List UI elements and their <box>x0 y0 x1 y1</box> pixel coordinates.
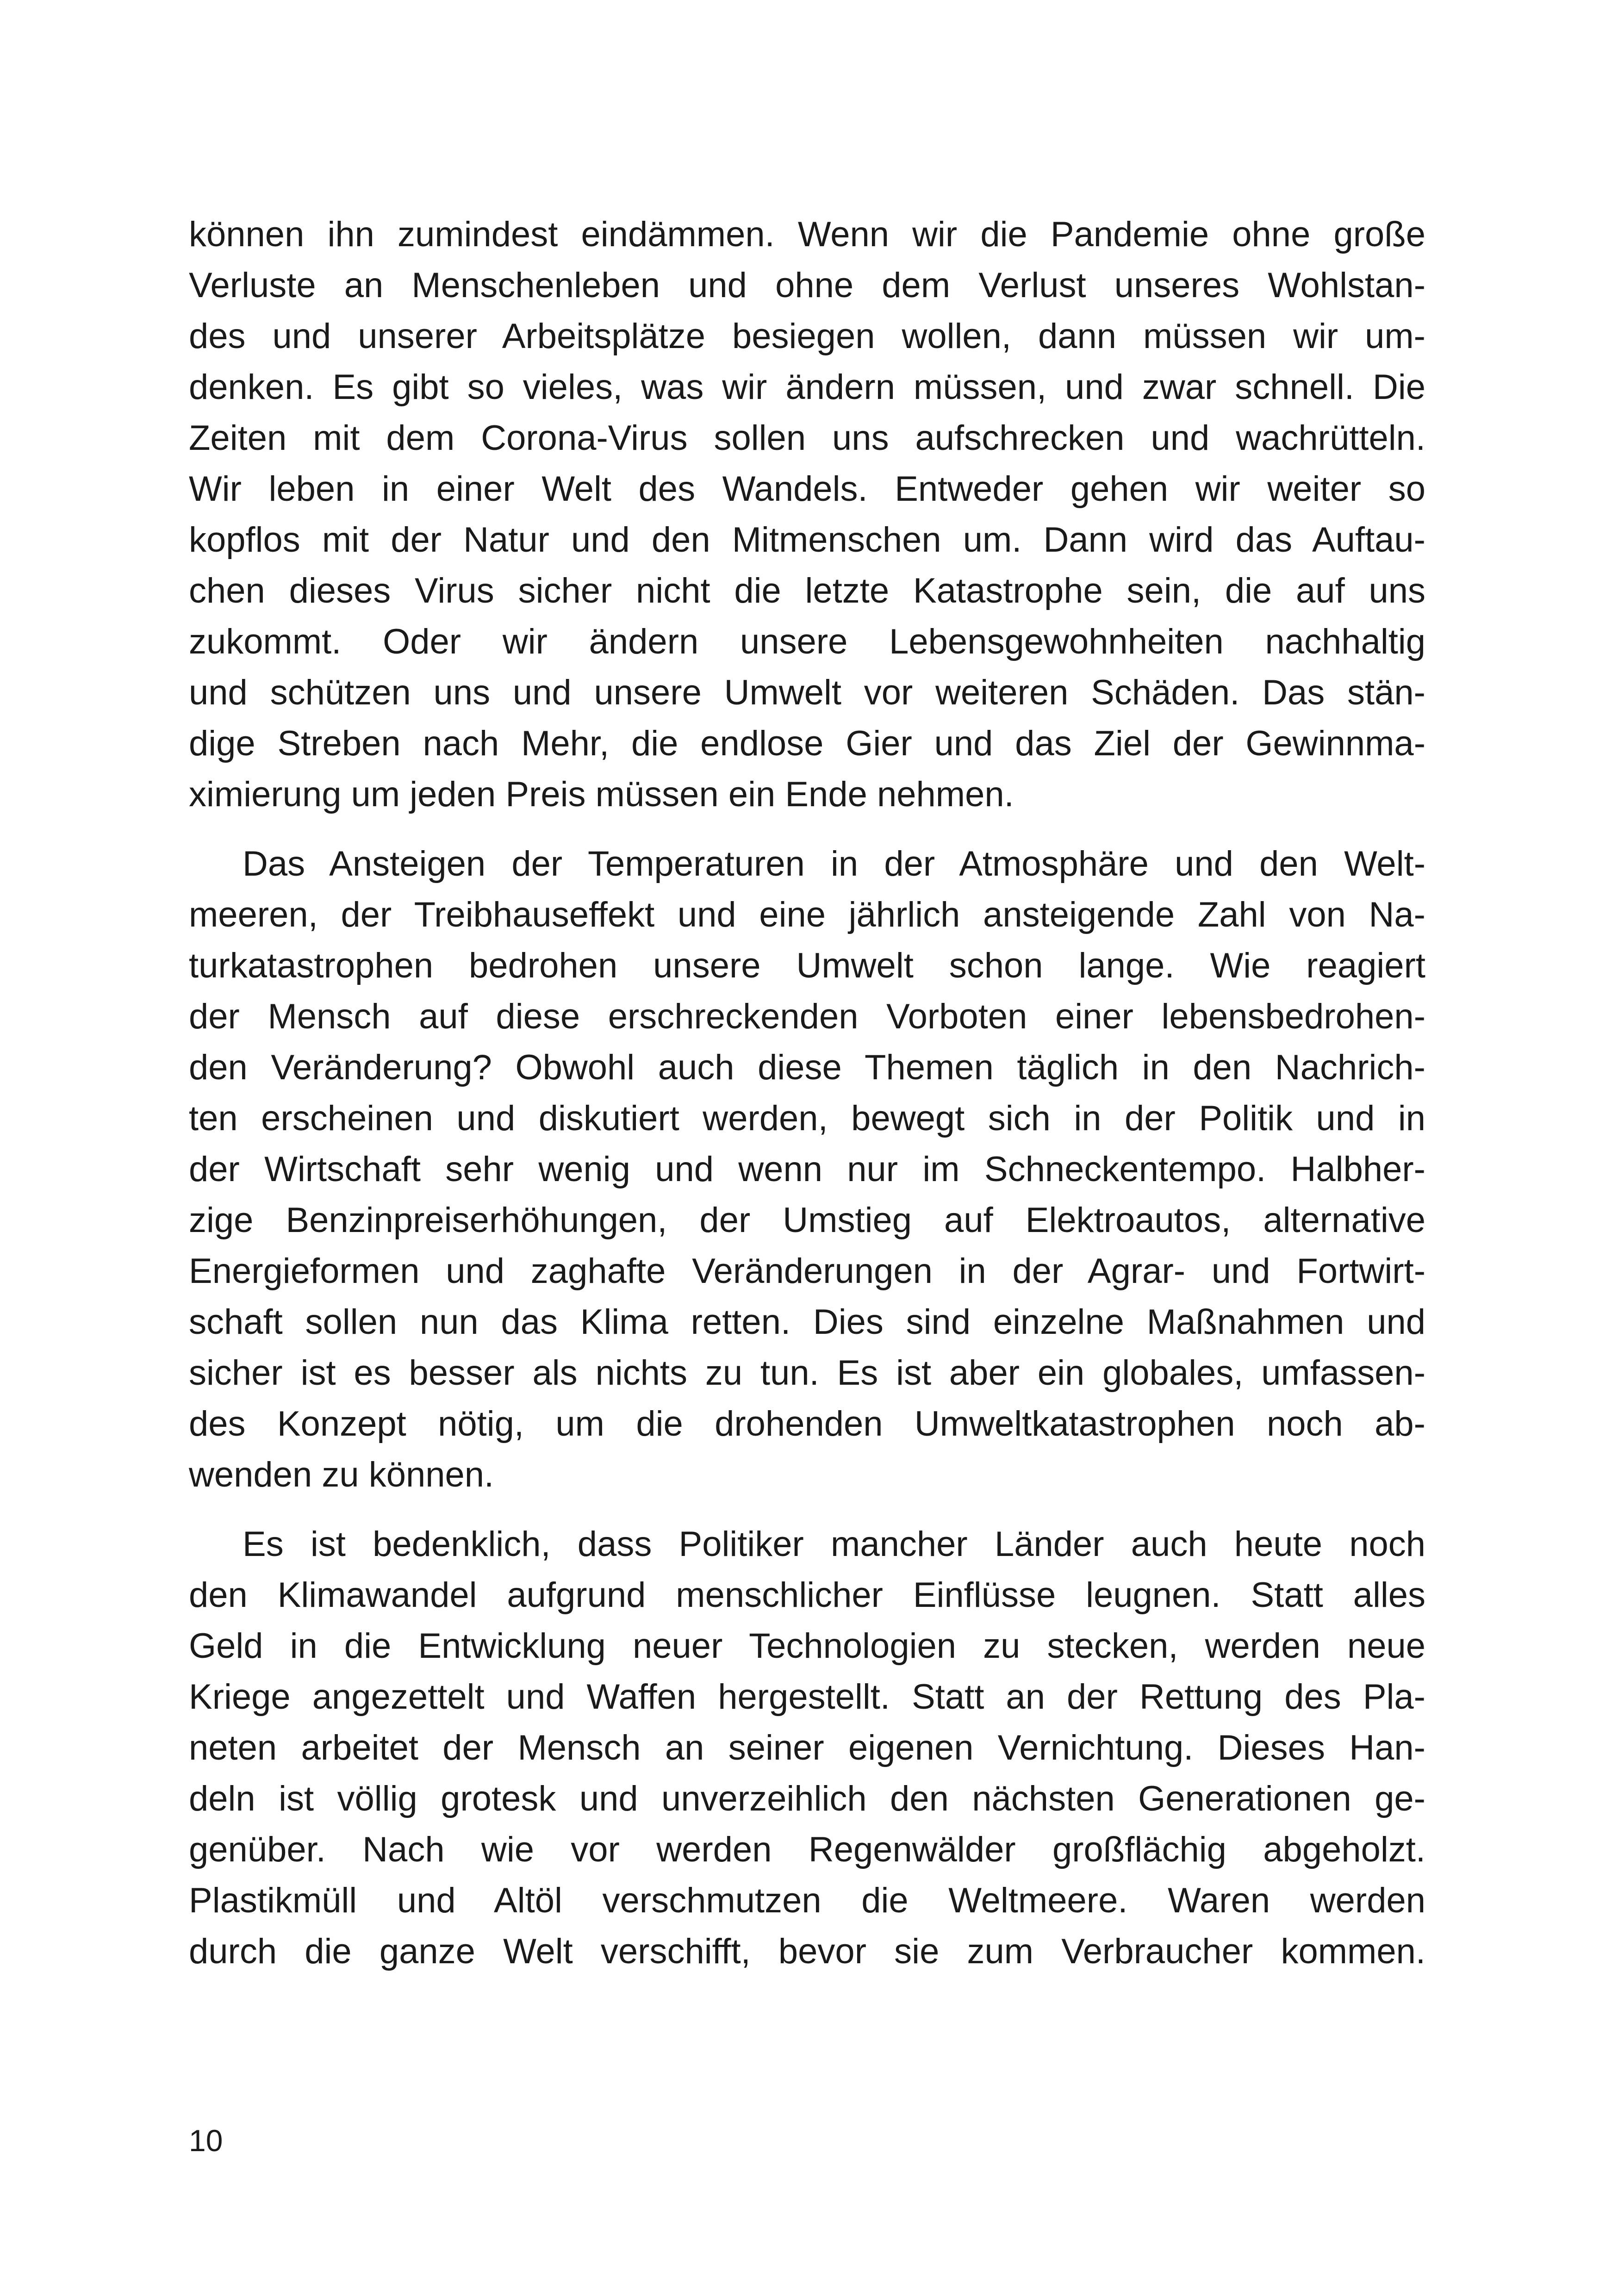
text-line: wenden zu können. <box>189 1455 494 1494</box>
text-line: Energieformen und zaghafte Veränderungen in der Agrar- und Fortwirt- <box>189 1251 1425 1291</box>
text-line: sicher ist es besser als nichts zu tun. Es ist aber ein globales, umfassen- <box>189 1353 1425 1393</box>
text-line: durch die ganze Welt verschifft, bevor sie zum Verbraucher kommen. <box>189 1932 1425 1971</box>
text-line: turkatastrophen bedrohen unsere Umwelt schon lange. Wie reagiert <box>189 946 1425 985</box>
text-line: des und unserer Arbeitsplätze besiegen wollen, dann müssen wir um- <box>189 317 1425 356</box>
text-line: denken. Es gibt so vieles, was wir ändern müssen, und zwar schnell. Die <box>189 367 1425 407</box>
text-line: Es ist bedenklich, dass Politiker mancher Länder auch heute noch <box>243 1524 1425 1564</box>
text-line: den Veränderung? Obwohl auch diese Themen täglich in den Nachrich- <box>189 1048 1425 1087</box>
page-number: 10 <box>189 2123 223 2158</box>
text-line: schaft sollen nun das Klima retten. Dies sind einzelne Maßnahmen und <box>189 1302 1425 1342</box>
text-line: zukommt. Oder wir ändern unsere Lebensgewohnheiten nachhaltig <box>189 622 1425 661</box>
text-line: der Wirtschaft sehr wenig und wenn nur im Schneckentempo. Halbher- <box>189 1150 1425 1189</box>
text-line: des Konzept nötig, um die drohenden Umweltkatastrophen noch ab- <box>189 1404 1425 1444</box>
text-line: Verluste an Menschenleben und ohne dem Verlust unseres Wohlstan- <box>189 266 1425 305</box>
body-text <box>189 209 1425 1977</box>
text-line: den Klimawandel aufgrund menschlicher Einflüsse leugnen. Statt alles <box>189 1575 1425 1615</box>
text-line: und schützen uns und unsere Umwelt vor weiteren Schäden. Das stän- <box>189 673 1425 712</box>
text-line: chen dieses Virus sicher nicht die letzte Katastrophe sein, die auf uns <box>189 571 1425 610</box>
text-line: Zeiten mit dem Corona-Virus sollen uns aufschrecken und wachrütteln. <box>189 418 1425 458</box>
text-line: kopflos mit der Natur und den Mitmenschen um. Dann wird das Auftau- <box>189 520 1425 560</box>
paragraph-gap <box>189 1500 1425 1519</box>
paragraph-1 <box>189 209 1425 820</box>
text-line: Geld in die Entwicklung neuer Technologien zu stecken, werden neue <box>189 1626 1425 1666</box>
paragraph-3 <box>189 1519 1425 1977</box>
text-line: können ihn zumindest eindämmen. Wenn wir die Pandemie ohne große <box>189 215 1425 254</box>
text-line: dige Streben nach Mehr, die endlose Gier und das Ziel der Gewinnma- <box>189 724 1425 763</box>
paragraph-2 <box>189 839 1425 1500</box>
text-line: Plastikmüll und Altöl verschmutzen die Weltmeere. Waren werden <box>189 1881 1425 1920</box>
text-line: zige Benzinpreiserhöhungen, der Umstieg auf Elektroautos, alternative <box>189 1201 1425 1240</box>
paragraph-gap <box>189 820 1425 839</box>
text-line: genüber. Nach wie vor werden Regenwälder großflächig abgeholzt. <box>189 1830 1425 1869</box>
text-line: ten erscheinen und diskutiert werden, bewegt sich in der Politik und in <box>189 1099 1425 1138</box>
text-line: meeren, der Treibhauseffekt und eine jährlich ansteigende Zahl von Na- <box>189 895 1425 934</box>
text-line: neten arbeitet der Mensch an seiner eigenen Vernichtung. Dieses Han- <box>189 1728 1425 1767</box>
text-line: Wir leben in einer Welt des Wandels. Entweder gehen wir weiter so <box>189 469 1425 509</box>
text-line: Das Ansteigen der Temperaturen in der Atmosphäre und den Welt- <box>243 844 1425 884</box>
text-line: der Mensch auf diese erschreckenden Vorboten einer lebensbedrohen- <box>189 997 1425 1036</box>
text-line: deln ist völlig grotesk und unverzeihlich den nächsten Generationen ge- <box>189 1779 1425 1818</box>
text-line: ximierung um jeden Preis müssen ein Ende nehmen. <box>189 775 1014 814</box>
text-line: Kriege angezettelt und Waffen hergestellt. Statt an der Rettung des Pla- <box>189 1677 1425 1717</box>
